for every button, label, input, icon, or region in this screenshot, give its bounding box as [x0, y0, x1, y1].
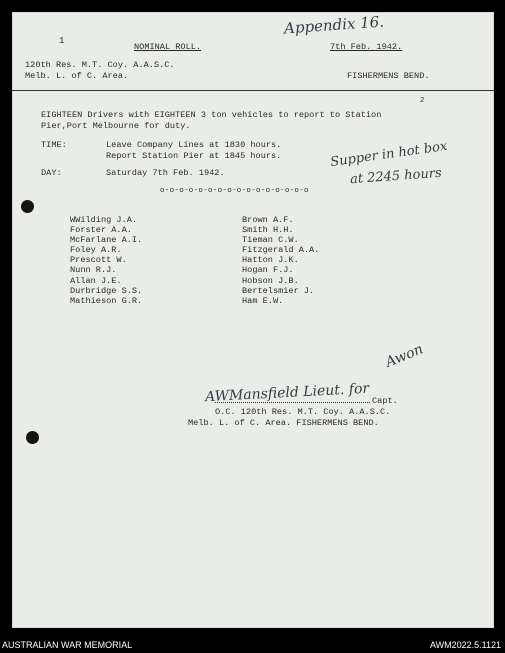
corner-mark: 2 — [420, 97, 425, 105]
day-value: Saturday 7th Feb. 1942. — [106, 168, 225, 178]
order-line-1: EIGHTEEN Drivers with EIGHTEEN 3 ton vehicles to report to Station — [41, 110, 382, 120]
document-date: 7th Feb. 1942. — [330, 42, 403, 52]
name-entry: WWilding J.A. — [70, 215, 138, 225]
name-entry: Nunn R.J. — [70, 265, 117, 276]
punch-hole-bottom — [26, 431, 39, 444]
name-entry: McFarlane A.I. — [70, 235, 143, 246]
name-entry: Durbridge S.S. — [70, 285, 143, 296]
document-title: NOMINAL ROLL. — [134, 42, 202, 52]
location: FISHERMENS BEND. — [347, 71, 430, 81]
name-entry: Hatton J.K. — [242, 255, 299, 266]
name-entry: Hobson J.B. — [242, 275, 299, 286]
page-marker: 1 — [59, 36, 65, 46]
signature: AWMansfield Lieut. for — [204, 380, 370, 406]
handwritten-note-1: Supper in hot box — [329, 138, 449, 171]
names-right-column — [242, 215, 319, 306]
name-entry: Mathieson G.R. — [70, 295, 143, 306]
punch-hole-top — [21, 200, 34, 213]
signatory-line-1: O.C. 120th Res. M.T. Coy. A.A.S.C. — [215, 407, 391, 417]
header-divider — [12, 90, 494, 91]
initials: Awon — [383, 341, 426, 371]
name-entry: Prescott W. — [70, 255, 127, 266]
separator-line: o-o-o-o-o-o-o-o-o-o-o-o-o-o-o-o — [160, 187, 309, 195]
names-left-column — [70, 215, 142, 306]
document-page — [12, 12, 494, 628]
signature-rank: Capt. — [372, 396, 398, 406]
name-entry: Fitzgerald A.A. — [242, 245, 320, 256]
archive-footer-right: AWM2022.5.1121 — [429, 640, 501, 650]
time-label: TIME: — [41, 140, 67, 150]
name-entry: Tieman C.W. — [242, 235, 299, 246]
name-entry: Hogan F.J. — [242, 265, 294, 276]
order-line-2: Pier,Port Melbourne for duty. — [41, 121, 191, 131]
name-entry: Bertelsmier J. — [242, 285, 315, 296]
unit-line-1: 120th Res. M.T. Coy. A.A.S.C. — [25, 60, 175, 70]
name-entry: Brown A.F. — [242, 215, 294, 225]
archive-footer-left: AUSTRALIAN WAR MEMORIAL — [2, 640, 133, 650]
day-label: DAY: — [41, 168, 62, 178]
name-entry: Forster A.A. — [70, 225, 132, 236]
name-entry: Smith H.H. — [242, 225, 294, 236]
handwritten-note-2: at 2245 hours — [349, 165, 443, 188]
appendix-note: Appendix 16. — [283, 12, 385, 38]
name-entry: Allan J.E. — [70, 275, 122, 286]
name-entry: Ham E.W. — [242, 295, 284, 306]
signatory-line-2: Melb. L. of C. Area. FISHERMENS BEND. — [188, 418, 379, 428]
unit-line-2: Melb. L. of C. Area. — [25, 71, 129, 81]
time-line-1: Leave Company Lines at 1830 hours. — [106, 140, 282, 150]
signature-line — [215, 402, 370, 403]
name-entry: Foley A.R. — [70, 245, 122, 256]
time-line-2: Report Station Pier at 1845 hours. — [106, 151, 282, 161]
